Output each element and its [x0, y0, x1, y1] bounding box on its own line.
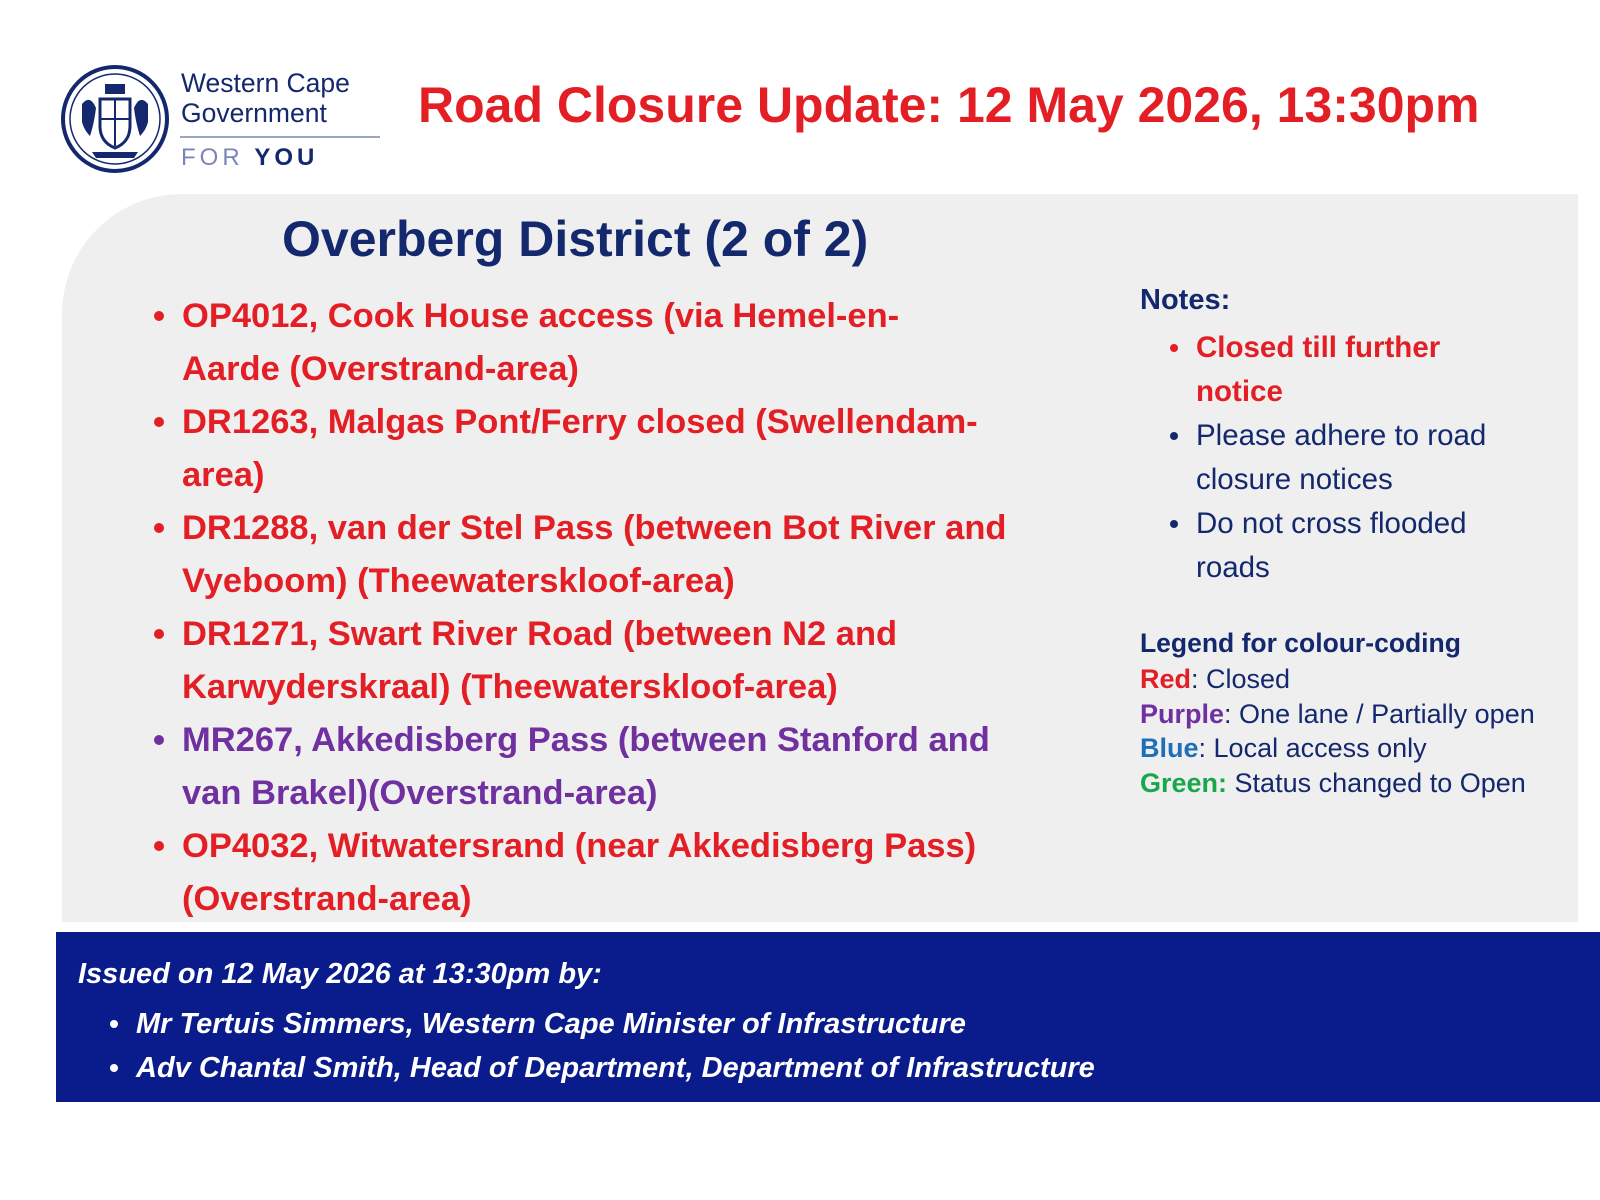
org-name-line2: Government: [181, 98, 327, 128]
signer-text: Adv Chantal Smith, Head of Department, Department of Infrastructure: [136, 1052, 1095, 1084]
closure-line2: area): [182, 456, 265, 494]
note-line1: Please adhere to road: [1196, 419, 1487, 452]
legend: [1140, 662, 1535, 800]
bullet-icon: [110, 1064, 118, 1072]
closure-item: [150, 714, 1110, 820]
notes-list: [1168, 326, 1568, 590]
bullet-icon: [154, 417, 164, 427]
logo-divider: [180, 136, 380, 138]
note-item: [1168, 502, 1568, 590]
legend-key: Purple: [1140, 698, 1225, 729]
closure-list: [150, 290, 1110, 926]
closure-line1: OP4032, Witwatersrand (near Akkedisberg Pass): [182, 827, 977, 865]
legend-sep: :: [1218, 767, 1228, 798]
closure-line1: DR1263, Malgas Pont/Ferry closed (Swellendam-: [182, 403, 978, 441]
legend-desc: Status changed to Open: [1227, 767, 1526, 798]
closure-item: [150, 396, 1110, 502]
bullet-icon: [154, 735, 164, 745]
notes-title: Notes:: [1140, 284, 1231, 316]
note-line1: Do not cross flooded: [1196, 507, 1467, 540]
bullet-icon: [154, 841, 164, 851]
note-line2: roads: [1196, 551, 1270, 584]
signer-text: Mr Tertuis Simmers, Western Cape Minister of Infrastructure: [136, 1008, 966, 1040]
org-name-line1: Western Cape: [181, 68, 350, 98]
legend-key: Green: [1140, 767, 1219, 798]
closure-line1: MR267, Akkedisberg Pass (between Stanford and: [182, 721, 990, 759]
legend-sep: :: [1198, 733, 1207, 763]
closure-line1: DR1288, van der Stel Pass (between Bot River and: [182, 509, 1007, 547]
closure-item: [150, 502, 1110, 608]
legend-key: Red: [1140, 664, 1192, 694]
note-line2: notice: [1196, 375, 1283, 408]
note-item: [1168, 414, 1568, 502]
legend-item-green: [1140, 766, 1535, 801]
note-line2: closure notices: [1196, 463, 1393, 496]
legend-desc: Closed: [1198, 664, 1291, 694]
closure-line2: Karwyderskraal) (Theewaterskloof-area): [182, 668, 838, 706]
org-name: [181, 68, 350, 128]
legend-title: Legend for colour-coding: [1140, 628, 1461, 658]
coat-of-arms-icon: [60, 64, 170, 174]
bullet-icon: [1170, 344, 1178, 352]
legend-sep: :: [1224, 698, 1232, 729]
legend-key: Blue: [1140, 733, 1199, 763]
government-logo: [60, 60, 390, 176]
closure-line2: van Brakel)(Overstrand-area): [182, 774, 658, 812]
bullet-icon: [154, 311, 164, 321]
closure-item: [150, 608, 1110, 714]
note-line1: Closed till further: [1196, 331, 1441, 364]
legend-desc: One lane / Partially open: [1231, 698, 1535, 729]
signer-list: [106, 1002, 1095, 1090]
closure-line1: OP4012, Cook House access (via Hemel-en-: [182, 297, 900, 335]
signer-item: [106, 1046, 1095, 1090]
legend-item-blue: [1140, 731, 1535, 766]
bullet-icon: [154, 523, 164, 533]
legend-sep: :: [1191, 664, 1199, 694]
closure-item: [150, 290, 1110, 396]
note-item: [1168, 326, 1568, 414]
signer-item: [106, 1002, 1095, 1046]
issued-line: Issued on 12 May 2026 at 13:30pm by:: [78, 958, 602, 990]
legend-desc: Local access only: [1206, 733, 1427, 763]
tagline-you: YOU: [254, 144, 319, 171]
closure-line2: (Overstrand-area): [182, 880, 472, 918]
closure-item: [150, 820, 1110, 926]
closure-line2: Aarde (Overstrand-area): [182, 350, 579, 388]
legend-item-purple: [1140, 697, 1535, 732]
closure-line1: DR1271, Swart River Road (between N2 and: [182, 615, 898, 653]
page-title: Road Closure Update: 12 May 2026, 13:30pm: [418, 77, 1480, 133]
closure-line2: Vyeboom) (Theewaterskloof-area): [182, 562, 735, 600]
tagline-for: FOR: [181, 144, 244, 171]
bullet-icon: [1170, 520, 1178, 528]
district-title: Overberg District (2 of 2): [282, 211, 869, 267]
bullet-icon: [110, 1020, 118, 1028]
bullet-icon: [1170, 432, 1178, 440]
bullet-icon: [154, 629, 164, 639]
tagline: [181, 144, 318, 172]
legend-item-red: [1140, 662, 1535, 697]
